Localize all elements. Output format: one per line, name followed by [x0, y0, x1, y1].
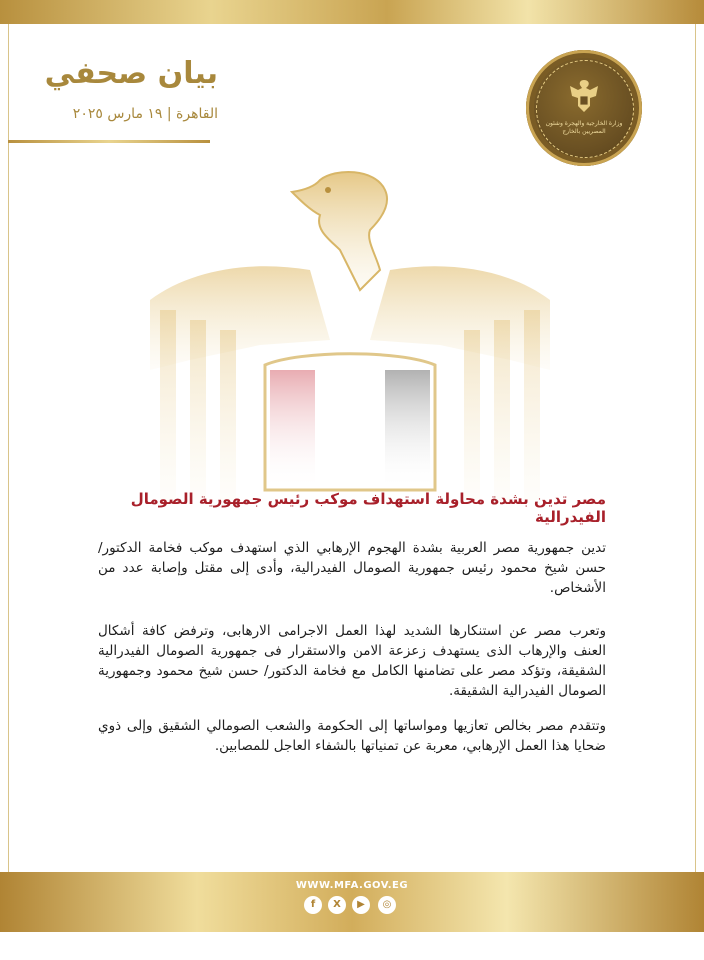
statement-paragraph-3: وتتقدم مصر بخالص تعازيها ومواساتها إلى الحكومة والشعب الصومالي الشقيق وإلى ذوي ضحايا هذا العمل الإرهابي، معربة عن تمنياتها بالشفاء العاجل للمصابين. — [98, 718, 606, 754]
right-frame-line — [695, 24, 696, 884]
website-link[interactable]: WWW.MFA.GOV.EG — [295, 880, 409, 891]
date-line: القاهرة | ١٩ مارس ٢٠٢٥ — [72, 106, 218, 122]
statement-paragraph-2: وتعرب مصر عن استنكارها الشديد لهذا العمل الاجرامى الارهابى، وترفض كافة أشكال العنف والإرهاب الذى يستهدف زعزعة الامن والاستقرار فى جمهورية الصومال الفيدرالية الشقيقة، وتؤكد مصر على تضامنها الكامل مع فخامة الدكتور/ حسن شيخ محمود وجمهورية الصومال الفيدرالية الشقيقة. — [98, 623, 606, 699]
ministry-seal-logo — [526, 50, 642, 166]
header-divider — [8, 140, 210, 143]
facebook-icon[interactable]: f — [304, 896, 322, 914]
bottom-margin — [0, 932, 704, 960]
page-title: بيان صحفي — [44, 56, 218, 91]
statement-paragraph-1: تدين جمهورية مصر العربية بشدة الهجوم الإرهابي الذي استهدف موكب فخامة الدكتور/ حسن شيخ محمود رئيس جمهورية الصومال الفيدرالية، وأدى إلى مقتل وإصابة عدد من الأشخاص. — [98, 540, 606, 596]
instagram-icon[interactable]: ◎ — [378, 896, 396, 914]
statement-headline: مصر تدين بشدة محاولة استهداف موكب رئيس جمهورية الصومال الفيدرالية — [130, 490, 606, 526]
eagle-icon — [564, 76, 604, 116]
youtube-icon[interactable]: ▶ — [352, 896, 370, 914]
footer-gold-band — [0, 872, 704, 932]
seal-text: وزارة الخارجية والهجرة وشئون المصريين بالخارج — [545, 120, 623, 135]
x-icon[interactable]: X — [328, 896, 346, 914]
eagle-watermark — [130, 160, 570, 500]
top-gold-band — [0, 0, 704, 24]
left-frame-line — [8, 24, 9, 884]
